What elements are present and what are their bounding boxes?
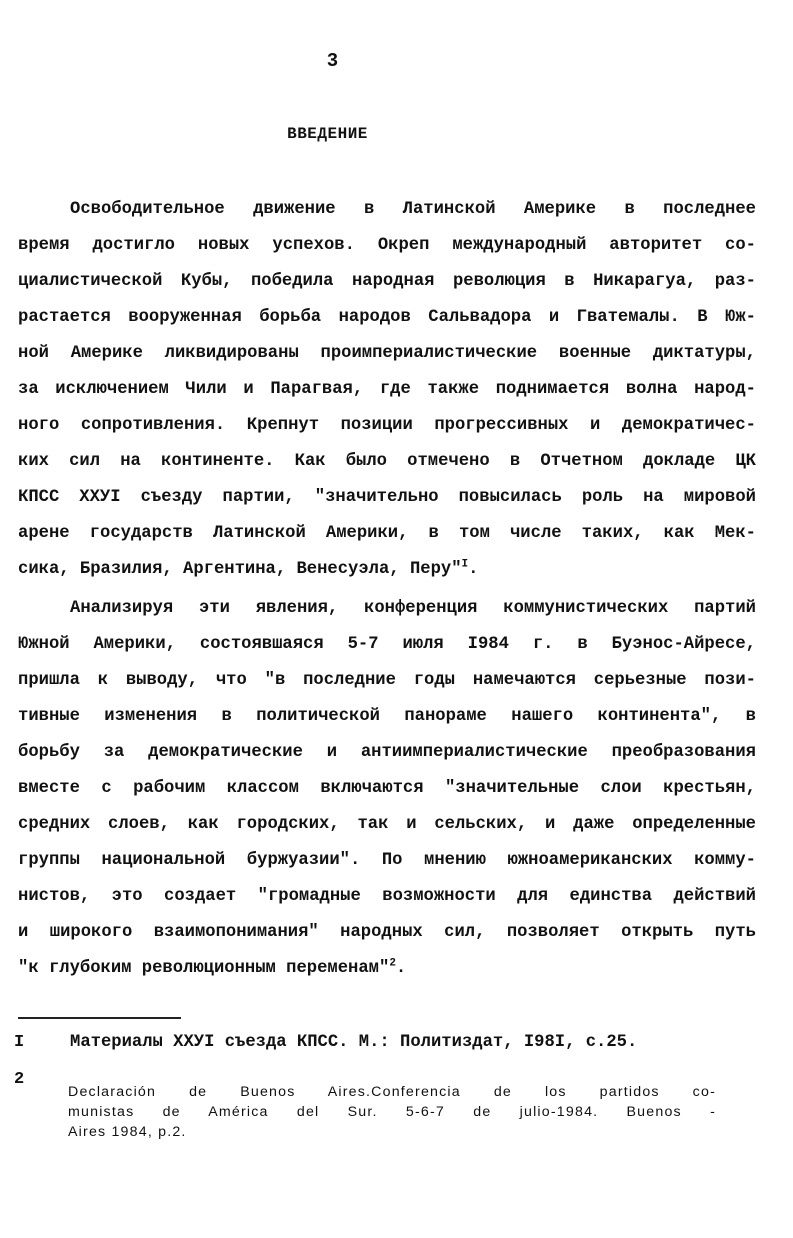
text-line: Анализируя эти явления, конференция коммунистических партий: [70, 599, 756, 618]
text-line: ной Америке ликвидированы проимпериалистические военные диктатуры,: [18, 344, 756, 363]
text-segment: .: [468, 560, 479, 579]
text-line-with-reference: [18, 555, 756, 585]
text-line: и широкого взаимопонимания" народных сил, позволяет открыть путь: [18, 923, 756, 942]
text-line: тивные изменения в политической панораме нашего континента", в: [18, 707, 756, 726]
footnote-2-line: munistas de América del Sur. 5-6-7 de julio-1984. Buenos -: [68, 1104, 716, 1120]
text-segment: "к глубоким революционным переменам": [18, 959, 390, 978]
text-line: нистов, это создает "громадные возможности для единства действий: [18, 887, 756, 906]
text-line: КПСС XXУI съезду партии, "значительно повысилась роль на мировой: [18, 488, 756, 507]
text-line: ких сил на континенте. Как было отмечено в Отчетном докладе ЦК: [18, 452, 756, 471]
footnote-ref-1: I: [461, 558, 469, 571]
text-line-with-reference: [18, 954, 756, 984]
footnote-ref-2: 2: [389, 957, 396, 970]
text-line: ного сопротивления. Крепнут позиции прогрессивных и демократичес-: [18, 416, 756, 435]
text-line: растается вооруженная борьба народов Сальвадора и Гватемалы. В Юж-: [18, 308, 756, 327]
text-line: пришла к выводу, что "в последние годы намечаются серьезные пози-: [18, 671, 756, 690]
text-line: Южной Америки, состоявшаяся 5-7 июля I984 г. в Буэнос-Айресе,: [18, 635, 756, 654]
footnote-1-mark: I: [14, 1033, 25, 1052]
text-line: циалистической Кубы, победила народная революция в Никарагуа, раз-: [18, 272, 756, 291]
page-number: 3: [326, 50, 339, 72]
footnote-2-line: Aires 1984, p.2.: [68, 1124, 187, 1140]
footnote-1-text: Материалы XXУI съезда КПСС. М.: Политиздат, I98I, с.25.: [70, 1033, 638, 1052]
footnote-divider: [18, 1017, 181, 1019]
text-line: Освободительное движение в Латинской Америке в последнее: [70, 200, 756, 219]
text-line: арене государств Латинской Америки, в том числе таких, как Мек-: [18, 524, 756, 543]
text-line: время достигло новых успехов. Окреп международный авторитет со-: [18, 236, 756, 255]
text-line: вместе с рабочим классом включаются "значительные слои крестьян,: [18, 779, 756, 798]
text-segment: сика, Бразилия, Аргентина, Венесуэла, Перу": [18, 560, 462, 579]
page-title: ВВЕДЕНИЕ: [287, 125, 368, 143]
footnote-2-line: Declaración de Buenos Aires.Conferencia de los partidos co-: [68, 1084, 716, 1100]
text-line: группы национальной буржуазии". По мнению южноамериканских комму-: [18, 851, 756, 870]
text-line: средних слоев, как городских, так и сельских, и даже определенные: [18, 815, 756, 834]
text-line: за исключением Чили и Парагвая, где также поднимается волна народ-: [18, 380, 756, 399]
footnote-2-mark: 2: [14, 1070, 25, 1089]
text-segment: .: [395, 959, 407, 978]
text-line: борьбу за демократические и антиимпериалистические преобразования: [18, 743, 756, 762]
